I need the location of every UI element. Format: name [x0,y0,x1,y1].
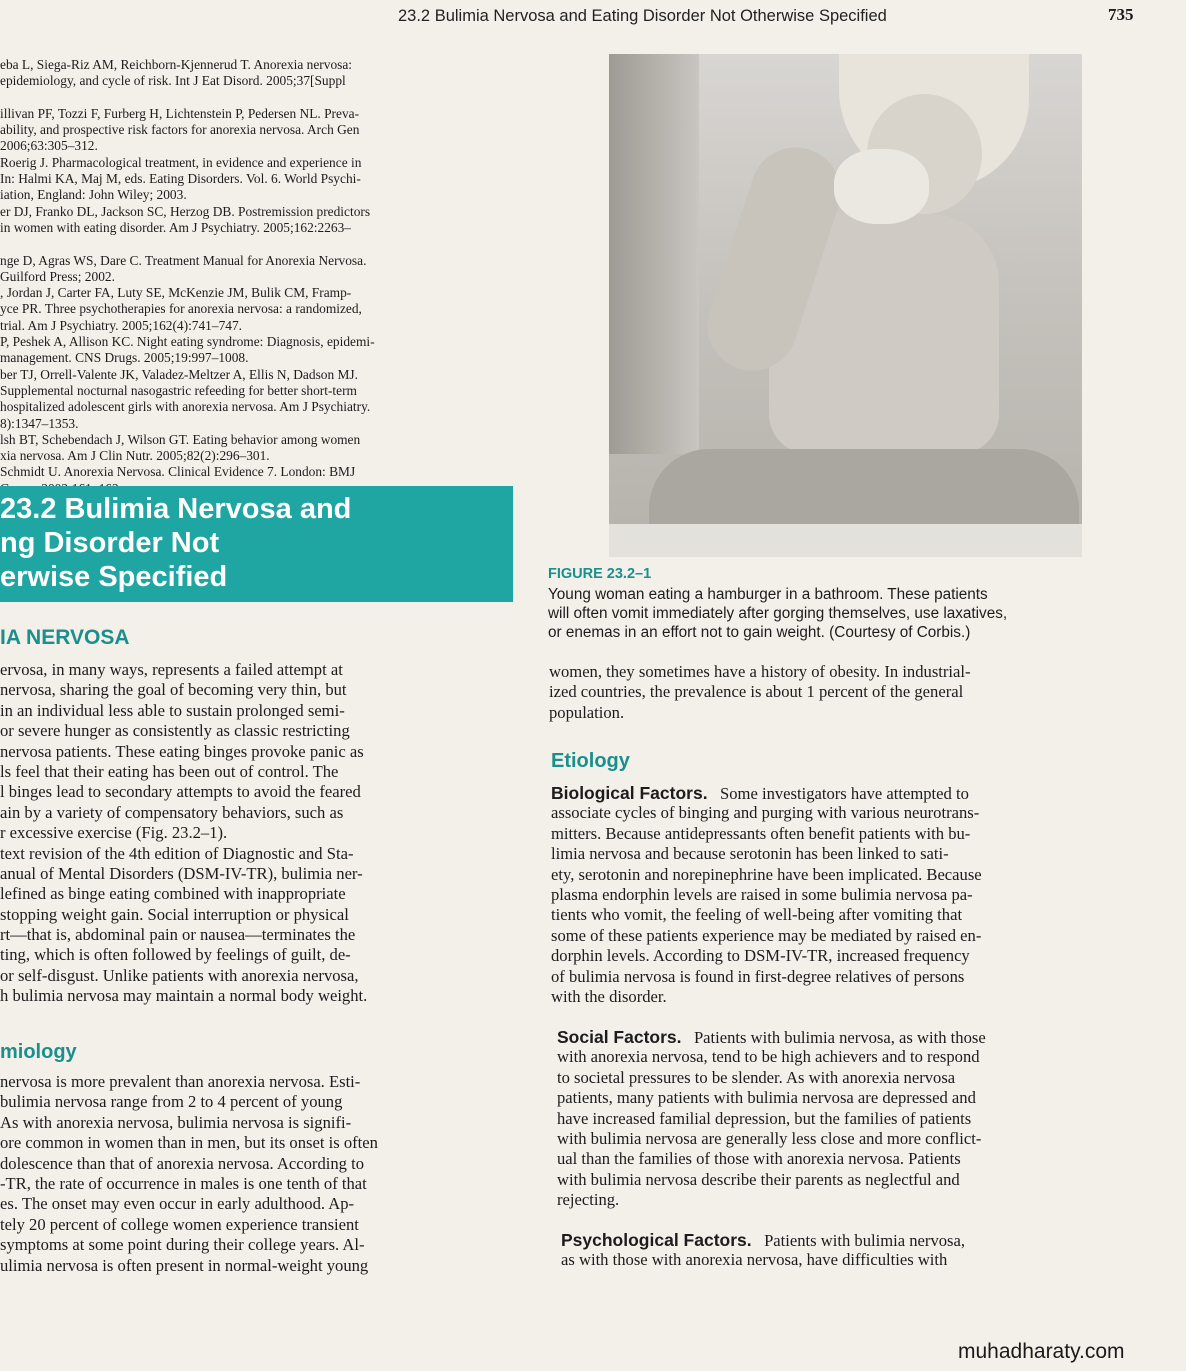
paragraph-line: l binges lead to secondary attempts to avoid the feared [0,782,361,802]
paragraph-line: es. The onset may even occur in early adulthood. Ap- [0,1194,355,1214]
paragraph-line: symptoms at some point during their college years. Al- [0,1235,365,1255]
reference-line: yce PR. Three psychotherapies for anorexia nervosa: a randomized, [0,301,362,317]
run-in-heading: Psychological Factors. [561,1230,752,1250]
paragraph-line: dolescence than that of anorexia nervosa. According to [0,1153,365,1173]
reference-line: Guilford Press; 2002. [0,268,115,284]
biological-factors-lines [551,803,1167,1006]
figure-label: FIGURE 23.2–1 [548,566,652,582]
reference-line: iation, England: John Wiley; 2003. [0,187,187,203]
reference-line: in women with eating disorder. Am J Psychiatry. 2005;162:2263– [0,219,351,235]
paragraph-line: Patients with bulimia nervosa, as with those [693,1028,986,1047]
run-in-heading: Biological Factors. [551,783,708,803]
paragraph-line: ls feel that their eating has been out of control. The [0,761,339,781]
subhead-etiology: Etiology [551,750,630,772]
paragraph-line: rejecting. [557,1190,620,1210]
paragraph-line: anual of Mental Disorders (DSM-IV-TR), bulimia ner- [0,863,363,883]
paragraph-line: h bulimia nervosa may maintain a normal body weight. [0,986,368,1006]
paragraph-line: ore common in women than in men, but its onset is often [0,1133,378,1153]
page-number: 735 [1108,5,1134,24]
paragraph-line: population. [549,702,625,722]
paragraph-line: ulimia nervosa is often present in normal-weight young [0,1255,369,1275]
reference-line [0,236,510,252]
paragraph-line: as with those with anorexia nervosa, have difficulties with [561,1250,948,1270]
left-column-epidemiology [0,1072,530,1276]
paragraph-line: with the disorder. [551,986,667,1006]
paragraph-line: patients, many patients with bulimia nervosa are depressed and [557,1088,976,1108]
paragraph-line: As with anorexia nervosa, bulimia nervosa is signifi- [0,1112,352,1132]
reference-line: Supplemental nocturnal nasogastric refeeding for better short-term [0,382,357,398]
running-head: 23.2 Bulimia Nervosa and Eating Disorder Not Otherwise Specified [398,7,887,25]
left-column-intro [0,660,522,1007]
section-title-line: erwise Specified [0,561,228,593]
reference-line: lsh BT, Schebendach J, Wilson GT. Eating behavior among women [0,431,361,447]
reference-list [0,57,510,497]
photo-burger [834,149,929,224]
reference-line: nge D, Agras WS, Dare C. Treatment Manual for Anorexia Nervosa. [0,252,367,268]
photo-tub [609,524,1082,557]
reference-line: ability, and prospective risk factors for anorexia nervosa. Arch Gen [0,122,360,138]
paragraph-line: with bulimia nervosa are generally less close and more conflict- [557,1128,982,1148]
paragraph-line: with bulimia nervosa describe their parents as neglectful and [557,1169,960,1189]
section-title-line: ng Disorder Not [0,527,220,559]
reference-line: eba L, Siega-Riz AM, Reichborn-Kjennerud T. Anorexia nervosa: [0,57,353,72]
caption-line: will often vomit immediately after gorging themselves, use laxatives, [548,605,1008,622]
paragraph-line: lefined as binge eating combined with inappropriate [0,884,346,904]
paragraph-line: ervosa, in many ways, represents a failed attempt at [0,660,343,679]
paragraph-line: plasma endorphin levels are raised in some bulimia nervosa pa- [551,884,973,904]
paragraph-line: ized countries, the prevalence is about 1 percent of the general [549,682,964,702]
paragraph-line: have increased familial depression, but the families of patients [557,1108,972,1128]
reference-line: hospitalized adolescent girls with anorexia nervosa. Am J Psychiatry. [0,399,371,415]
paragraph-line: with anorexia nervosa, tend to be high achievers and to respond [557,1047,980,1067]
reference-line: In: Halmi KA, Maj M, eds. Eating Disorders. Vol. 6. World Psychi- [0,171,361,187]
reference-line: Roerig J. Pharmacological treatment, in evidence and experience in [0,154,362,170]
watermark: muhadharaty.com [958,1340,1125,1363]
reference-line: epidemiology, and cycle of risk. Int J Eat Disord. 2005;37[Suppl [0,73,346,89]
paragraph-line: limia nervosa and because serotonin has been linked to sati- [551,844,949,864]
paragraph-line: ety, serotonin and norepinephrine have been implicated. Because [551,864,982,884]
paragraph-line: nervosa patients. These eating binges provoke panic as [0,741,364,761]
run-in-heading: Social Factors. [557,1027,682,1047]
caption-line: or enemas in an effort not to gain weight. (Courtesy of Corbis.) [548,624,971,641]
paragraph-line: text revision of the 4th edition of Diagnostic and Sta- [0,843,354,863]
paragraph-line: some of these patients experience may be mediated by raised en- [551,925,982,945]
paragraph-line: mitters. Because antidepressants often benefit patients with bu- [551,823,971,843]
biological-factors-first-line [551,783,1167,803]
reference-line: , Jordan J, Carter FA, Luty SE, McKenzie JM, Bulik CM, Framp- [0,285,352,301]
reference-line: management. CNS Drugs. 2005;19:997–1008. [0,350,249,366]
paragraph-line: stopping weight gain. Social interruption or physical [0,904,349,924]
reference-line: 8):1347–1353. [0,415,79,431]
psychological-factors-lines [561,1250,1175,1270]
paragraph-line: of bulimia nervosa is found in first-degree relatives of persons [551,966,965,986]
subhead-bulimia-nervosa: IA NERVOSA [0,626,130,649]
biological-factors [551,783,1167,1006]
section-title-line: 23.2 Bulimia Nervosa and [0,493,352,525]
reference-line: ber TJ, Orrell-Valente JK, Valadez-Meltzer A, Ellis N, Dadson MJ. [0,366,358,382]
paragraph-line: women, they sometimes have a history of obesity. In industrial- [549,662,971,681]
figure-photo [609,54,1082,557]
paragraph-line: associate cycles of binging and purging with various neurotrans- [551,803,980,823]
photo-mirror [609,54,699,454]
reference-line: xia nervosa. Am J Clin Nutr. 2005;82(2):296–301. [0,448,270,464]
reference-line: er DJ, Franko DL, Jackson SC, Herzog DB. Postremission predictors [0,203,371,219]
paragraph-line: r excessive exercise (Fig. 23.2–1). [0,823,228,843]
paragraph-line: ual than the families of those with anorexia nervosa. Patients [557,1149,961,1169]
paragraph-line: -TR, the rate of occurrence in males is one tenth of that [0,1173,367,1193]
paragraph-line: nervosa is more prevalent than anorexia nervosa. Esti- [0,1072,361,1091]
paragraph-line: tients who vomit, the feeling of well-being after vomiting that [551,905,963,925]
caption-line: Young woman eating a hamburger in a bathroom. These patients [548,586,988,603]
paragraph-line: Some investigators have attempted to [720,784,969,803]
section-title [0,492,510,594]
subhead-epidemiology: miology [0,1041,77,1063]
paragraph-line: ting, which is often followed by feelings of guilt, de- [0,945,351,965]
paragraph-line: dorphin levels. According to DSM-IV-TR, increased frequency [551,946,970,966]
psychological-factors [561,1230,1175,1271]
paragraph-line: in an individual less able to sustain prolonged semi- [0,700,345,720]
reference-line: Schmidt U. Anorexia Nervosa. Clinical Evidence 7. London: BMJ [0,464,356,480]
social-factors-first-line [557,1027,1171,1047]
paragraph-line: to societal pressures to be slender. As with anorexia nervosa [557,1067,956,1087]
reference-line: P, Peshek A, Allison KC. Night eating syndrome: Diagnosis, epidemi- [0,334,375,350]
paragraph-line: bulimia nervosa range from 2 to 4 percent of young [0,1092,343,1112]
paragraph-line: Patients with bulimia nervosa, [764,1231,966,1250]
reference-line: 2006;63:305–312. [0,138,98,154]
figure-caption [548,585,1160,642]
social-factors-lines [557,1047,1171,1210]
reference-line: trial. Am J Psychiatry. 2005;162(4):741–747. [0,317,243,333]
reference-line: illivan PF, Tozzi F, Furberg H, Lichtenstein P, Pedersen NL. Preva- [0,105,360,121]
paragraph-line: or self-disgust. Unlike patients with anorexia nervosa, [0,965,359,985]
paragraph-line: tely 20 percent of college women experience transient [0,1214,359,1234]
social-factors [557,1027,1171,1210]
right-column-continuation [549,662,1163,723]
paragraph-line: rt—that is, abdominal pain or nausea—terminates the [0,925,356,945]
psychological-factors-first-line [561,1230,1175,1250]
reference-line [0,90,510,106]
paragraph-line: ain by a variety of compensatory behaviors, such as [0,802,344,822]
paragraph-line: nervosa, sharing the goal of becoming very thin, but [0,680,347,700]
paragraph-line: or severe hunger as consistently as classic restricting [0,721,350,741]
